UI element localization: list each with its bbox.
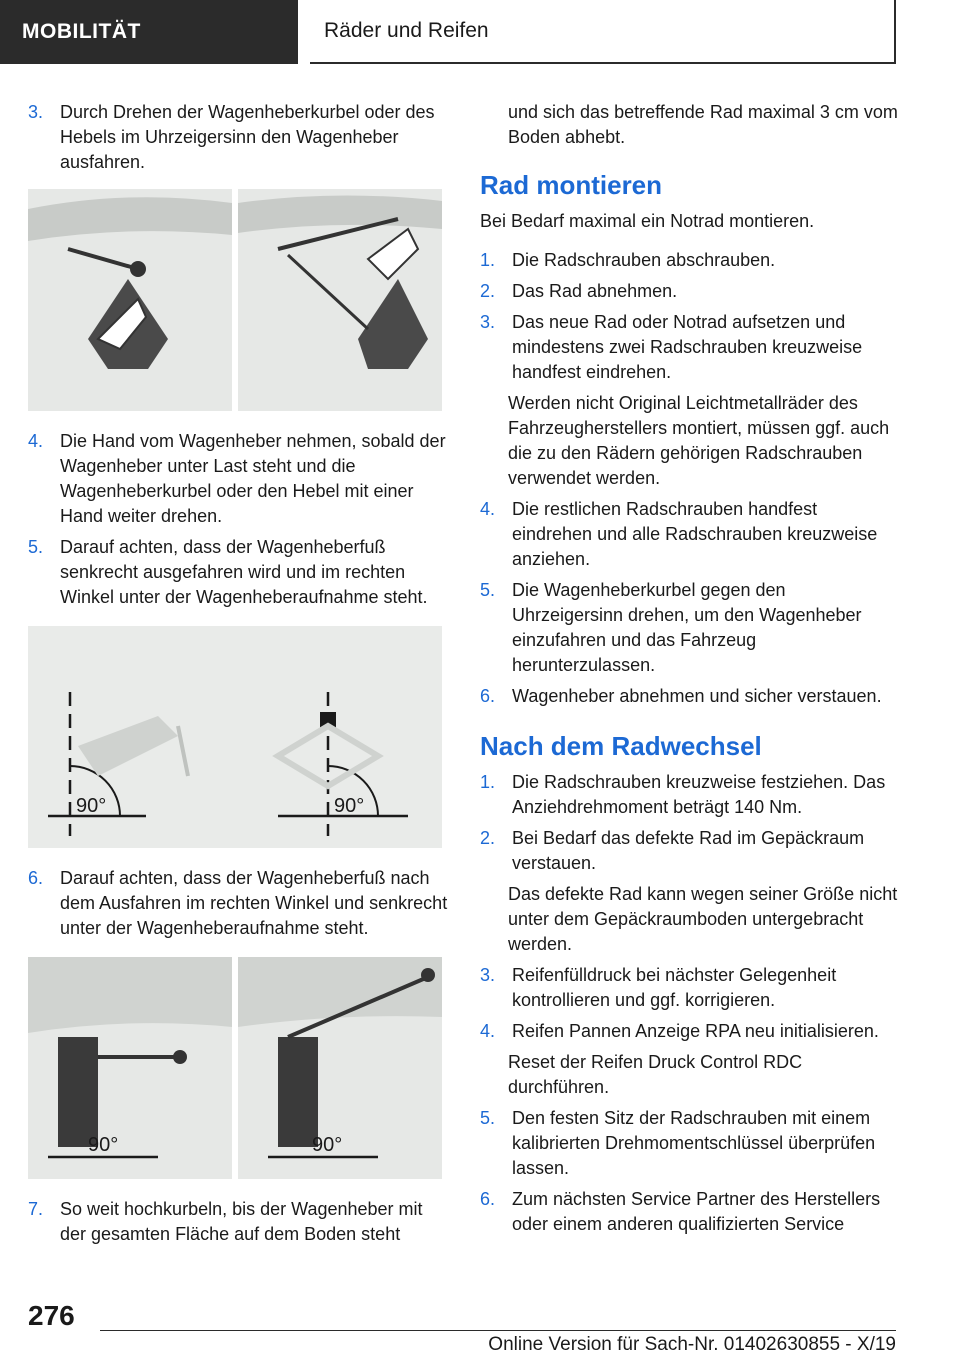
step-text: Bei Bedarf das defekte Rad im Gepäckraum verstauen.	[512, 828, 865, 873]
step-number: 5.	[480, 1108, 496, 1128]
continuation-text: und sich das betreffende Rad maximal 3 cm vom Boden abhebt.	[508, 102, 898, 147]
illustration-jack-angle	[28, 626, 442, 848]
after-step-2	[480, 826, 900, 876]
figure-jack-angle	[28, 626, 442, 848]
after-note-4: Reset der Reifen Druck Control RDC durchführen.	[508, 1052, 803, 1097]
angle-label-right: 90°	[334, 795, 365, 817]
step-text: Die Wagenheberkurbel gegen den Uhrzeigersinn drehen, um den Wagenheber einzufahren und das Fahrzeug herunterzulassen.	[512, 580, 862, 675]
section-heading-nach-dem-radwechsel: Nach dem Radwechsel	[480, 731, 762, 761]
section-header	[0, 0, 298, 64]
step-text: Die Radschrauben kreuzweise festziehen. Das Anziehdrehmoment beträgt 140 Nm.	[512, 772, 886, 817]
step-text: Das Rad abnehmen.	[512, 281, 678, 301]
angle-label-left: 90°	[76, 795, 107, 817]
step-text: Den festen Sitz der Radschrauben mit einem kalibrierten Drehmomentschlüssel überprüfen lassen.	[512, 1108, 876, 1178]
section-title: MOBILITÄT	[22, 20, 141, 43]
step-number: 1.	[480, 772, 496, 792]
section-intro: Bei Bedarf maximal ein Notrad montieren.	[480, 211, 815, 231]
angle-label-right-2: 90°	[312, 1134, 343, 1156]
illustration-jack-crank	[28, 189, 442, 411]
step-6	[28, 866, 448, 941]
step-text: Zum nächsten Service Partner des Herstellers oder einem anderen qualifizierten Service	[512, 1189, 881, 1234]
section-heading-rad-montieren: Rad montieren	[480, 170, 663, 200]
step-text: Wagenheber abnehmen und sicher verstauen.	[512, 686, 882, 706]
mount-step-2	[480, 279, 900, 304]
angle-label-left-2: 90°	[88, 1134, 119, 1156]
step-text: Darauf achten, dass der Wagenheberfuß senkrecht ausgefahren wird und im rechten Winkel unter der Wagenheberaufnahme steht.	[60, 537, 428, 607]
step-text: Reifenfülldruck bei nächster Gelegenheit kontrollieren und ggf. korrigieren.	[512, 965, 837, 1010]
step-5	[28, 535, 448, 610]
step-text: Die restlichen Radschrauben handfest eindrehen und alle Radschrauben kreuzweise anziehen.	[512, 499, 878, 569]
chapter-title: Räder und Reifen	[324, 19, 489, 42]
illustration-jack-ground	[28, 957, 442, 1179]
step-number: 5.	[28, 537, 44, 557]
mount-step-4	[480, 497, 900, 572]
step-number: 6.	[480, 686, 496, 706]
page-number: 276	[28, 1300, 75, 1331]
step-7	[28, 1197, 448, 1247]
left-column	[28, 100, 448, 1253]
step-number: 1.	[480, 250, 496, 270]
after-step-4	[480, 1019, 900, 1044]
mount-step-5	[480, 578, 900, 678]
chapter-header	[310, 0, 896, 64]
step-number: 4.	[480, 1021, 496, 1041]
step-number: 6.	[480, 1189, 496, 1209]
step-number: 3.	[480, 965, 496, 985]
step-number: 3.	[480, 312, 496, 332]
footer-divider	[100, 1330, 896, 1331]
step-text: So weit hochkurbeln, bis der Wagenheber mit der gesamten Fläche auf dem Boden steht	[60, 1199, 423, 1244]
after-step-1	[480, 770, 900, 820]
figure-jack-crank	[28, 189, 442, 411]
mount-note: Werden nicht Original Leichtmetallräder des Fahrzeugherstellers montiert, müssen ggf. auch die zu den Rädern gehörigen Radschrauben verwendet werden.	[508, 393, 890, 488]
step-number: 2.	[480, 281, 496, 301]
step-number: 7.	[28, 1199, 44, 1219]
step-number: 4.	[28, 431, 44, 451]
step-text: Darauf achten, dass der Wagenheberfuß nach dem Ausfahren im rechten Winkel und senkrecht unter der Wagenheberaufnahme steht.	[60, 868, 448, 938]
step-number: 6.	[28, 868, 44, 888]
step-number: 3.	[28, 102, 44, 122]
step-text: Die Hand vom Wagenheber nehmen, sobald der Wagenheber unter Last steht und die Wagenheberkurbel oder den Hebel mit einer Hand weiter drehen.	[60, 431, 446, 526]
figure-jack-ground	[28, 957, 442, 1179]
step-number: 4.	[480, 499, 496, 519]
after-step-6	[480, 1187, 900, 1237]
mount-step-3	[480, 310, 900, 385]
step-text: Die Radschrauben abschrauben.	[512, 250, 776, 270]
step-text: Durch Drehen der Wagenheberkurbel oder des Hebels im Uhrzeigersinn den Wagenheber ausfahren.	[60, 102, 435, 172]
mount-step-6	[480, 684, 900, 709]
step-text: Das neue Rad oder Notrad aufsetzen und mindestens zwei Radschrauben kreuzweise handfest eindrehen.	[512, 312, 863, 382]
step-number: 2.	[480, 828, 496, 848]
after-step-5	[480, 1106, 900, 1181]
step-text: Reifen Pannen Anzeige RPA neu initialisieren.	[512, 1021, 879, 1041]
step-3	[28, 100, 448, 175]
right-column	[480, 100, 900, 1243]
footer-version-text: Online Version für Sach-Nr. 01402630855 - X/19	[488, 1334, 896, 1355]
mount-step-1	[480, 248, 900, 273]
after-note-2: Das defekte Rad kann wegen seiner Größe nicht unter dem Gepäckraumboden untergebracht werden.	[508, 884, 898, 954]
step-4	[28, 429, 448, 529]
after-step-3	[480, 963, 900, 1013]
step-number: 5.	[480, 580, 496, 600]
